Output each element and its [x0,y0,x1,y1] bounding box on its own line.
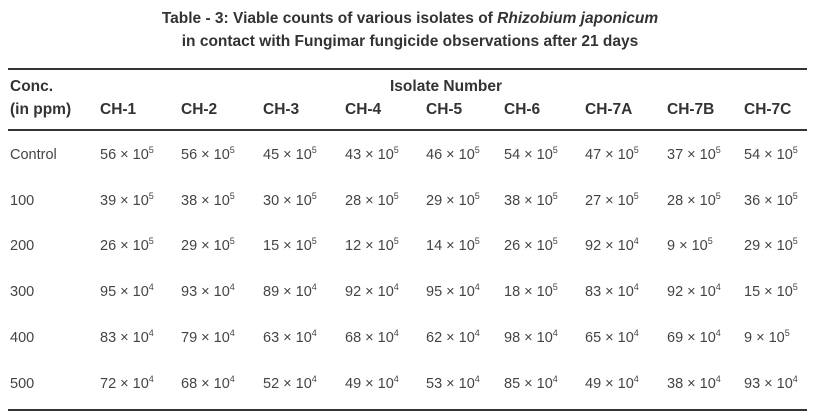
cell-value: 12 × 10 [345,238,394,254]
cell-value: 49 × 10 [345,376,394,392]
cell-value: 95 × 10 [426,284,475,300]
cell-exponent: 5 [311,236,317,246]
column-header-ch-7a: CH-7A [585,101,633,118]
cell-exponent: 5 [633,191,639,201]
column-header-ch-4: CH-4 [345,101,382,118]
cell-exponent: 5 [393,145,399,155]
cell-exponent: 5 [552,282,558,292]
cell-value: 85 × 10 [504,376,553,392]
caption-organism: Rhizobium japonicum [497,10,659,27]
row-label: 200 [10,238,35,254]
table-cell [181,238,235,254]
column-header-ch-3: CH-3 [263,101,300,118]
cell-value: 29 × 10 [744,238,793,254]
table-cell [744,376,798,392]
table-cell [263,376,317,392]
table-cell [100,193,154,209]
row-label: 500 [10,376,35,392]
cell-exponent: 4 [792,374,798,384]
table-cell [100,376,154,392]
cell-value: 92 × 10 [345,284,394,300]
table-cell [426,330,480,346]
cell-value: 89 × 10 [263,284,312,300]
cell-exponent: 5 [148,236,154,246]
cell-value: 18 × 10 [504,284,553,300]
cell-exponent: 5 [792,145,798,155]
cell-value: 92 × 10 [585,238,634,254]
cell-exponent: 5 [229,236,235,246]
table-cell [585,376,639,392]
cell-exponent: 4 [715,282,721,292]
cell-value: 37 × 10 [667,147,716,163]
table-top-rule [8,68,807,70]
cell-exponent: 5 [792,236,798,246]
cell-exponent: 4 [393,282,399,292]
table-cell [585,330,639,346]
cell-value: 14 × 10 [426,238,475,254]
table-cell [181,284,235,300]
table-cell [504,284,558,300]
table-cell [263,193,317,209]
cell-exponent: 4 [633,374,639,384]
table-cell [504,376,558,392]
cell-value: 63 × 10 [263,330,312,346]
cell-value: 54 × 10 [504,147,553,163]
cell-value: 38 × 10 [504,193,553,209]
table-cell [181,193,235,209]
cell-exponent: 5 [311,191,317,201]
table-cell [426,284,480,300]
cell-exponent: 4 [311,374,317,384]
cell-exponent: 4 [148,374,154,384]
cell-exponent: 4 [311,328,317,338]
cell-exponent: 4 [474,374,480,384]
table-cell [744,330,790,346]
table-cell [667,330,721,346]
cell-exponent: 4 [311,282,317,292]
row-label: 400 [10,330,35,346]
table-cell [181,376,235,392]
table-cell [263,330,317,346]
table-cell [585,284,639,300]
cell-exponent: 5 [474,145,480,155]
column-header-ch-7c: CH-7C [744,101,792,118]
table-cell [426,376,480,392]
cell-value: 27 × 10 [585,193,634,209]
cell-exponent: 5 [393,191,399,201]
cell-exponent: 5 [792,191,798,201]
cell-value: 9 × 10 [667,238,708,254]
row-label: 300 [10,284,35,300]
cell-value: 38 × 10 [181,193,230,209]
caption-prefix: Table - 3: Viable counts of various isolates of [161,10,498,27]
cell-value: 39 × 10 [100,193,149,209]
table-cell [181,330,235,346]
table-cell [181,147,235,163]
table-cell [345,193,399,209]
cell-value: 65 × 10 [585,330,634,346]
cell-exponent: 4 [229,328,235,338]
cell-exponent: 4 [148,328,154,338]
table-cell [667,376,721,392]
conc-header-line1: Conc. [10,78,54,95]
table-cell [585,238,639,254]
cell-value: 15 × 10 [744,284,793,300]
table-cell [744,284,798,300]
table-cell [345,238,399,254]
cell-exponent: 5 [148,145,154,155]
cell-exponent: 4 [148,282,154,292]
cell-value: 29 × 10 [426,193,475,209]
column-header-ch-5: CH-5 [426,101,463,118]
cell-value: 69 × 10 [667,330,716,346]
cell-value: 52 × 10 [263,376,312,392]
cell-exponent: 5 [715,191,721,201]
cell-value: 38 × 10 [667,376,716,392]
table-header-rule [8,129,807,131]
cell-value: 56 × 10 [181,147,230,163]
table-cell [426,147,480,163]
cell-value: 92 × 10 [667,284,716,300]
cell-exponent: 5 [792,282,798,292]
cell-exponent: 4 [474,282,480,292]
cell-exponent: 4 [393,374,399,384]
table-cell [504,238,558,254]
cell-value: 28 × 10 [345,193,394,209]
cell-exponent: 5 [707,236,713,246]
cell-exponent: 4 [552,328,558,338]
cell-value: 83 × 10 [100,330,149,346]
table-cell [504,330,558,346]
cell-value: 36 × 10 [744,193,793,209]
table-cell [263,238,317,254]
table-cell [667,238,713,254]
cell-exponent: 4 [229,282,235,292]
table-cell [263,147,317,163]
table-cell [426,193,480,209]
cell-value: 72 × 10 [100,376,149,392]
table-caption [0,7,820,53]
table-cell [744,238,798,254]
cell-value: 68 × 10 [345,330,394,346]
table-cell [667,147,721,163]
caption-line-2: in contact with Fungimar fungicide observations after 21 days [181,33,639,50]
cell-exponent: 5 [474,236,480,246]
table-cell [100,238,154,254]
table-bottom-rule [8,409,807,411]
cell-exponent: 4 [715,328,721,338]
column-header-ch-1: CH-1 [100,101,137,118]
cell-value: 98 × 10 [504,330,553,346]
isolate-group-header: Isolate Number [390,78,502,95]
cell-exponent: 4 [633,236,639,246]
cell-exponent: 5 [393,236,399,246]
cell-exponent: 4 [229,374,235,384]
cell-exponent: 5 [474,191,480,201]
table-cell [585,147,639,163]
cell-exponent: 5 [148,191,154,201]
table-cell [345,330,399,346]
cell-value: 46 × 10 [426,147,475,163]
table-cell [585,193,639,209]
cell-exponent: 5 [552,145,558,155]
caption-line-1 [0,7,820,30]
cell-value: 79 × 10 [181,330,230,346]
cell-value: 45 × 10 [263,147,312,163]
cell-exponent: 5 [311,145,317,155]
cell-exponent: 4 [393,328,399,338]
row-label: Control [10,147,57,163]
cell-value: 95 × 10 [100,284,149,300]
cell-exponent: 5 [784,328,790,338]
cell-value: 49 × 10 [585,376,634,392]
cell-value: 54 × 10 [744,147,793,163]
cell-exponent: 4 [474,328,480,338]
table-cell [345,376,399,392]
cell-exponent: 5 [633,145,639,155]
column-header-ch-2: CH-2 [181,101,218,118]
table-cell [100,330,154,346]
cell-exponent: 5 [552,236,558,246]
cell-value: 56 × 10 [100,147,149,163]
cell-value: 29 × 10 [181,238,230,254]
table-cell [667,284,721,300]
cell-value: 53 × 10 [426,376,475,392]
cell-value: 43 × 10 [345,147,394,163]
row-label: 100 [10,193,35,209]
cell-value: 62 × 10 [426,330,475,346]
table-cell [263,284,317,300]
table-cell [744,147,798,163]
column-header-ch-7b: CH-7B [667,101,715,118]
cell-exponent: 4 [552,374,558,384]
table-cell [100,147,154,163]
cell-value: 26 × 10 [100,238,149,254]
cell-value: 15 × 10 [263,238,312,254]
cell-value: 83 × 10 [585,284,634,300]
cell-value: 28 × 10 [667,193,716,209]
conc-header-line2: (in ppm) [10,101,72,118]
cell-value: 47 × 10 [585,147,634,163]
table-cell [504,147,558,163]
cell-exponent: 5 [552,191,558,201]
table-cell [345,284,399,300]
cell-value: 9 × 10 [744,330,785,346]
cell-exponent: 4 [633,328,639,338]
column-header-ch-6: CH-6 [504,101,541,118]
cell-value: 68 × 10 [181,376,230,392]
table-cell [345,147,399,163]
table-cell [100,284,154,300]
cell-exponent: 4 [715,374,721,384]
cell-value: 93 × 10 [744,376,793,392]
cell-value: 93 × 10 [181,284,230,300]
cell-value: 26 × 10 [504,238,553,254]
cell-exponent: 5 [229,145,235,155]
table-cell [426,238,480,254]
cell-exponent: 4 [633,282,639,292]
table-cell [504,193,558,209]
cell-value: 30 × 10 [263,193,312,209]
table-cell [744,193,798,209]
table-cell [667,193,721,209]
cell-exponent: 5 [715,145,721,155]
cell-exponent: 5 [229,191,235,201]
